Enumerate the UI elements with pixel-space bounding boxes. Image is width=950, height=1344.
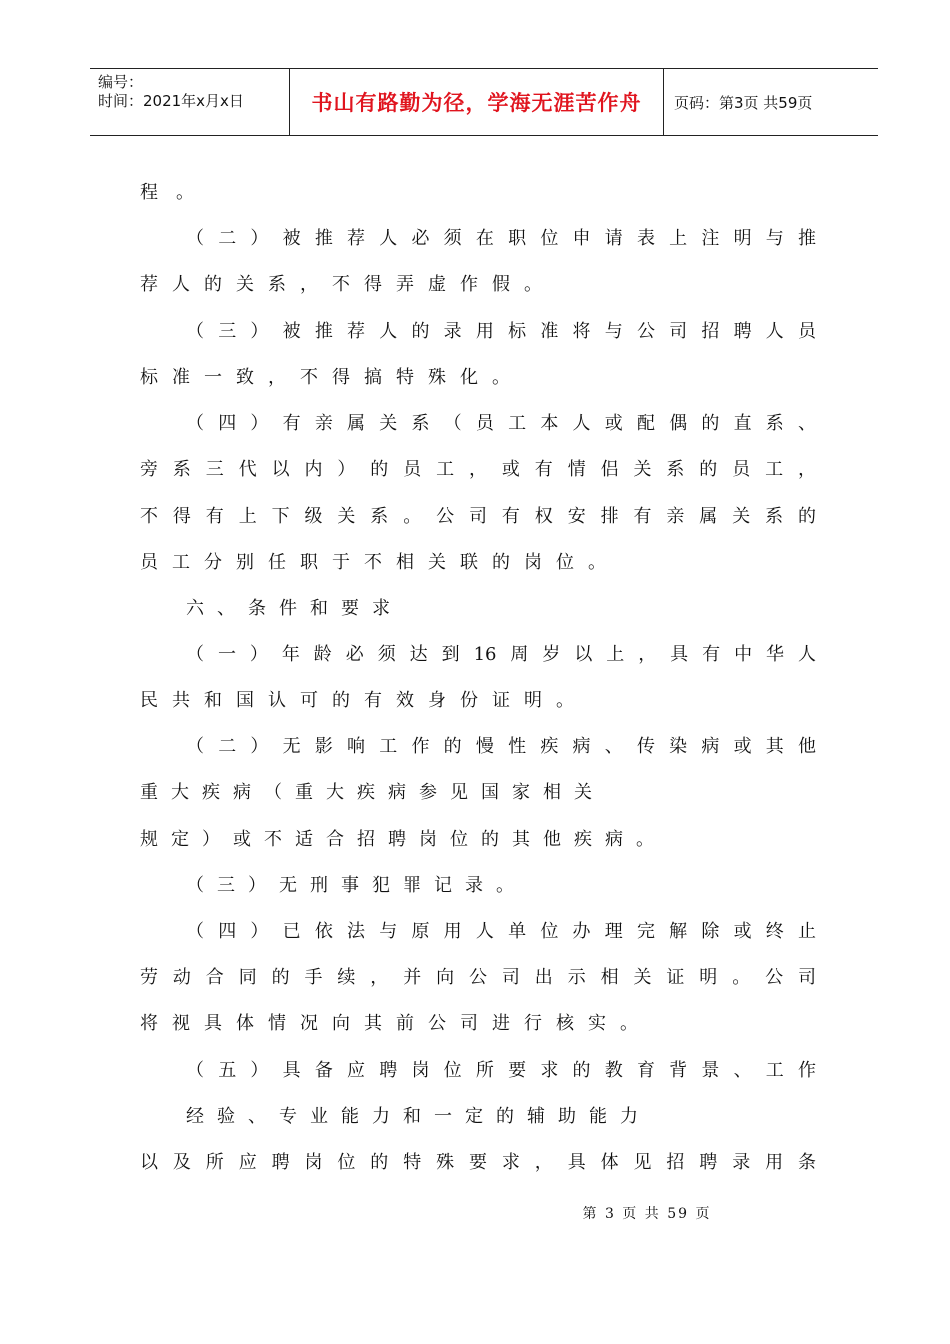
- header-motto: 书山有路勤为径，学海无涯苦作舟: [311, 91, 642, 115]
- body-line: 不得有上下级关系。公司有权安排有亲属关系的: [140, 506, 816, 527]
- body-line: 经验、专业能力和一定的辅助能力: [186, 1106, 651, 1127]
- body-line: 劳动合同的手续，并向公司出示相关证明。公司: [140, 967, 816, 988]
- body-line: （三）被推荐人的录用标准将与公司招聘人员: [186, 321, 816, 342]
- body-line: 标准一致，不得搞特殊化。: [140, 367, 524, 388]
- body-line: 重大疾病（重大疾病参见国家相关: [140, 782, 605, 803]
- body-line: 民共和国认可的有效身份证明。: [140, 690, 588, 711]
- body-line: 旁系三代以内）的员工，或有情侣关系的员工，: [140, 459, 816, 480]
- page-footer: [0, 1203, 950, 1223]
- body-line: （二）无影响工作的慢性疾病、传染病或其他: [186, 736, 816, 757]
- document-time-label: 时间：2021年x月x日: [98, 92, 244, 110]
- body-line: （四）已依法与原用人单位办理完解除或终止: [186, 921, 816, 942]
- body-line: 以及所应聘岗位的特殊要求，具体见招聘录用条: [140, 1152, 816, 1173]
- body-line: （一）年龄必须达到16周岁以上，具有中华人: [186, 644, 816, 665]
- body-line: 程。: [140, 182, 212, 203]
- body-line: （五）具备应聘岗位所要求的教育背景、工作: [186, 1060, 816, 1081]
- header-page-info: 页码：第3页 共59页: [674, 93, 813, 112]
- body-line: （三）无刑事犯罪记录。: [186, 875, 527, 896]
- body-line: 员工分别任职于不相关联的岗位。: [140, 552, 620, 573]
- footer-page-number: 第 3 页 共 59 页: [582, 1206, 712, 1222]
- body-line: （二）被推荐人必须在职位申请表上注明与推: [186, 228, 816, 249]
- document-number-label: 编号：: [98, 73, 144, 91]
- body-line: 荐人的关系，不得弄虚作假。: [140, 274, 556, 295]
- body-line: （四）有亲属关系（员工本人或配偶的直系、: [186, 413, 816, 434]
- section-heading: 六、条件和要求: [186, 598, 403, 619]
- body-line: 将视具体情况向其前公司进行核实。: [140, 1013, 652, 1034]
- body-line: 规定）或不适合招聘岗位的其他疾病。: [140, 829, 667, 850]
